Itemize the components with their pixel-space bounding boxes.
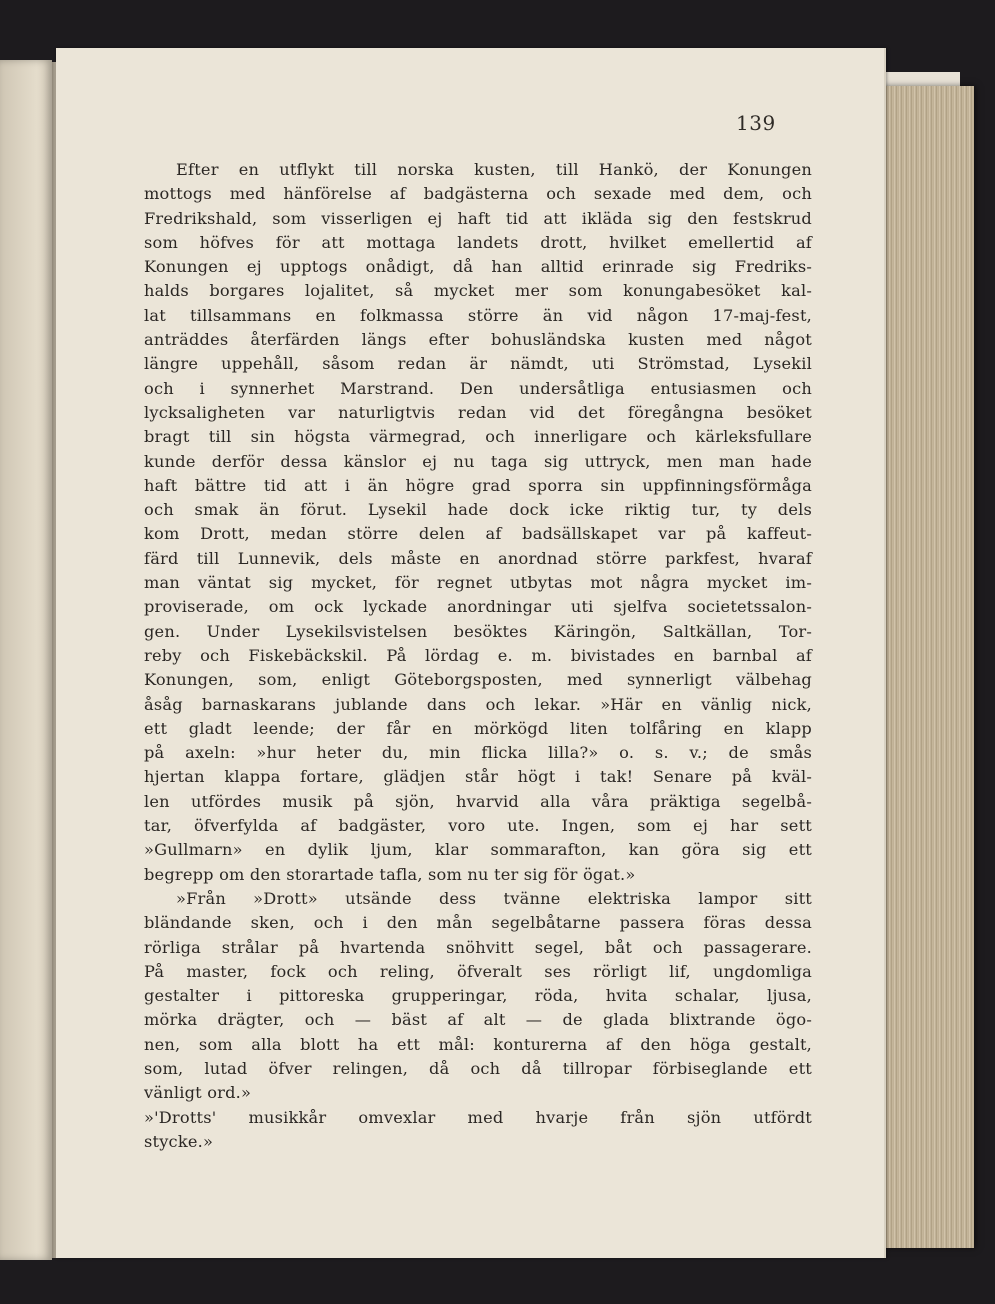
text-line: man väntat sig mycket, för regnet utbytas mot några mycket im- [144, 573, 812, 593]
text-line: haft bättre tid att i än högre grad sporra sin uppfinningsförmåga [144, 475, 812, 495]
text-line: på axeln: »hur heter du, min flicka lilla?» o. s. v.; de smås [144, 743, 812, 763]
text-line: halds borgares lojalitet, så mycket mer som konungabesöket kal- [144, 281, 812, 301]
text-line: färd till Lunnevik, dels måste en anordnad större parkfest, hvaraf [144, 548, 812, 568]
text-line: vänligt ord.» [144, 1083, 252, 1103]
text-line: På master, fock och reling, öfveralt ses rörligt lif, ungdomliga [144, 961, 812, 981]
text-line: Fredrikshald, som visserligen ej haft tid att ikläda sig den festskrud [144, 208, 812, 228]
text-line: och i synnerhet Marstrand. Den undersåtliga entusiasmen och [144, 378, 812, 398]
body-text [144, 158, 812, 1154]
text-line: lycksaligheten var naturligtvis redan vid det föregångna besöket [144, 402, 812, 422]
text-line: mörka drägter, och — bäst af alt — de glada blixtrande ögo- [144, 1010, 812, 1030]
text-line: åsåg barnaskarans jublande dans och lekar. »Här en vänlig nick, [144, 694, 812, 714]
text-line: rörliga strålar på hvartenda snöhvitt segel, båt och passagerare. [144, 937, 812, 957]
text-line: som, lutad öfver relingen, då och då tillropar förbiseglande ett [144, 1058, 812, 1078]
text-line: och smak än förut. Lysekil hade dock icke riktig tur, ty dels [144, 500, 812, 520]
text-line: len utfördes musik på sjön, hvarvid alla våra präktiga segelbå- [144, 791, 812, 811]
text-line: proviserade, om ock lyckade anordningar uti sjelfva societetssalon- [144, 597, 812, 617]
text-line: Konungen, som, enligt Göteborgsposten, med synnerligt välbehag [144, 670, 812, 690]
text-line: nen, som alla blott ha ett mål: konturerna af den höga gestalt, [144, 1034, 812, 1054]
text-line: »'Drotts' musikkår omvexlar med hvarje från sjön utfördt [144, 1107, 812, 1127]
page-stack-edges [878, 86, 974, 1248]
text-line: Konungen ej upptogs onådigt, då han alltid erinrade sig Fredriks- [144, 257, 812, 277]
left-page-edge [0, 60, 52, 1260]
text-line: tar, öfverfylda af badgäster, voro ute. Ingen, som ej har sett [144, 816, 812, 836]
text-line: som höfves för att mottaga landets drott, hvilket emellertid af [144, 232, 812, 252]
text-line: stycke.» [144, 1131, 214, 1151]
text-line: bragt till sin högsta värmegrad, och innerligare och kärleksfullare [144, 427, 812, 447]
text-line: kunde derför dessa känslor ej nu taga sig uttryck, men man hade [144, 451, 812, 471]
text-line: begrepp om den storartade tafla, som nu ter sig för ögat.» [144, 864, 636, 884]
text-line: gen. Under Lysekilsvistelsen besöktes Käringön, Saltkällan, Tor- [144, 621, 812, 641]
text-line: hjertan klappa fortare, glädjen står högt i tak! Senare på kväl- [144, 767, 812, 787]
text-line: kom Drott, medan större delen af badsällskapet var på kaffeut- [144, 524, 812, 544]
book-page [56, 48, 886, 1258]
text-line: »Gullmarn» en dylik ljum, klar sommarafton, kan göra sig ett [144, 840, 812, 860]
page-number: 139 [736, 111, 776, 135]
text-line: gestalter i pittoreska grupperingar, röda, hvita schalar, ljusa, [144, 986, 812, 1006]
text-line: »Från »Drott» utsände dess tvänne elektriska lampor sitt [176, 888, 812, 908]
text-line: mottogs med hänförelse af badgästerna och sexade med dem, och [144, 184, 812, 204]
text-line: ett gladt leende; der får en mörkögd liten tolfåring en klapp [144, 718, 812, 738]
text-line: längre uppehåll, såsom redan är nämdt, uti Strömstad, Lysekil [144, 354, 812, 374]
text-line: Efter en utflykt till norska kusten, till Hankö, der Konungen [176, 160, 812, 179]
text-line: bländande sken, och i den mån segelbåtarne passera föras dessa [144, 913, 812, 933]
text-line: reby och Fiskebäckskil. På lördag e. m. bivistades en barnbal af [144, 645, 812, 665]
text-line: lat tillsammans en folkmassa större än vid någon 17-maj-fest, [144, 305, 812, 325]
text-line: anträddes återfärden längs efter bohusländska kusten med något [144, 330, 812, 350]
